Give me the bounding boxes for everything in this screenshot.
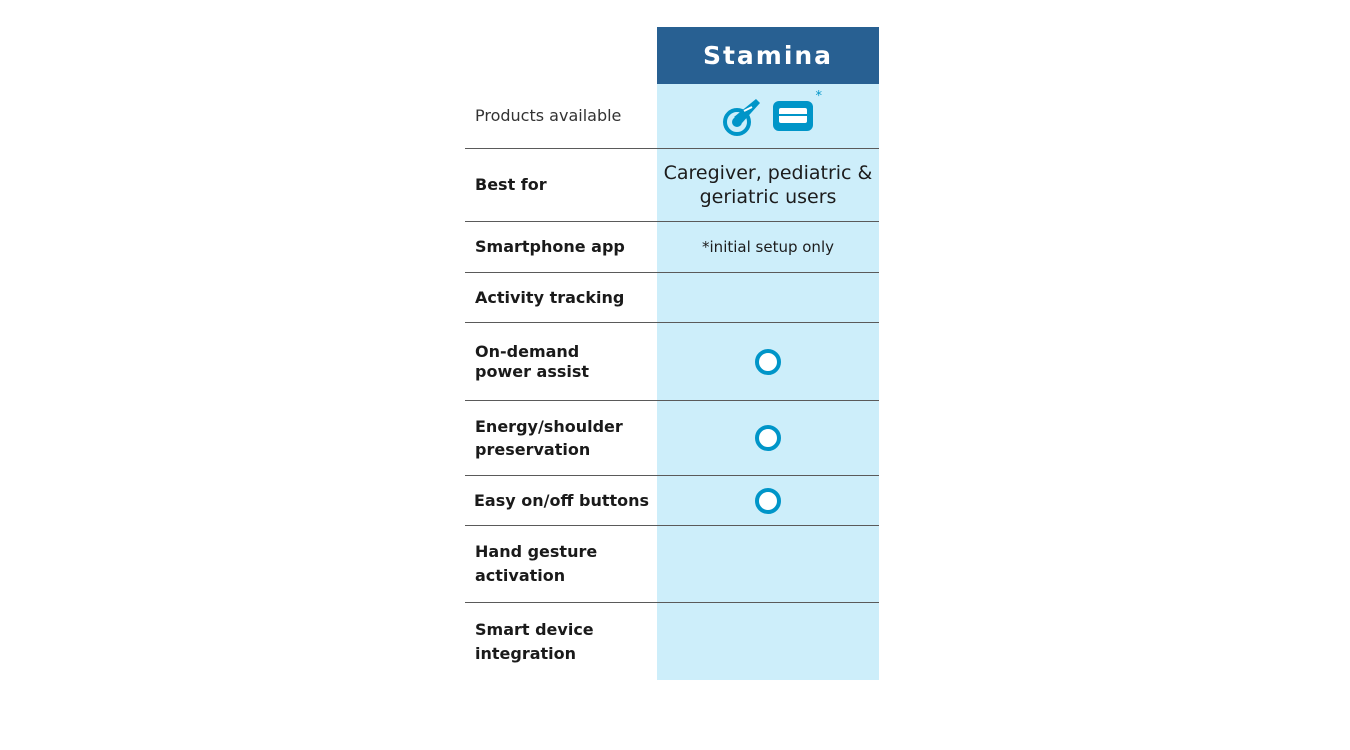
row-easy-buttons <box>465 476 879 526</box>
value-line: geriatric users <box>699 186 837 208</box>
comparison-table <box>465 27 879 680</box>
row-smartphone-app <box>465 222 879 273</box>
label-line: Energy/shoulder <box>475 417 623 436</box>
row-value: *initial setup only <box>657 222 879 272</box>
row-best-for <box>465 149 879 222</box>
row-label: Smartphone app <box>475 237 625 256</box>
label-line: activation <box>475 566 566 585</box>
row-value <box>657 603 879 680</box>
header-row <box>465 27 879 84</box>
row-energy-preservation <box>465 401 879 476</box>
row-value <box>657 84 879 148</box>
label-line: Hand gesture <box>475 542 598 561</box>
row-smart-device <box>465 603 879 680</box>
row-value <box>657 323 879 400</box>
row-activity-tracking <box>465 273 879 323</box>
row-products-available <box>465 84 879 149</box>
row-label: Activity tracking <box>475 287 625 307</box>
column-title: Stamina <box>657 27 879 84</box>
value-line: Caregiver, pediatric & <box>663 162 873 184</box>
row-label: Easy on/off buttons <box>474 490 650 510</box>
row-label <box>465 401 657 475</box>
row-power-assist <box>465 323 879 401</box>
product-icons <box>722 89 822 137</box>
row-value <box>657 401 879 475</box>
asterisk-mark: * <box>815 89 822 104</box>
label-line: Smart device <box>475 619 594 639</box>
check-circle-icon <box>755 488 781 514</box>
label-line: power assist <box>475 361 590 381</box>
row-label: Products available <box>475 106 622 125</box>
row-value <box>657 273 879 322</box>
row-value <box>657 149 879 221</box>
check-circle-icon <box>755 425 781 451</box>
row-label <box>465 526 657 602</box>
wheel-device-icon <box>722 95 762 137</box>
row-hand-gesture <box>465 526 879 603</box>
row-label <box>465 323 657 400</box>
remote-control-icon <box>772 100 814 132</box>
label-line: integration <box>475 643 577 663</box>
row-value <box>657 476 879 525</box>
label-line: On-demand <box>475 341 580 361</box>
row-label: Best for <box>475 175 547 194</box>
label-line: preservation <box>475 440 591 459</box>
check-circle-icon <box>755 349 781 375</box>
row-value <box>657 526 879 602</box>
header-spacer <box>465 27 657 84</box>
row-label <box>465 603 657 680</box>
